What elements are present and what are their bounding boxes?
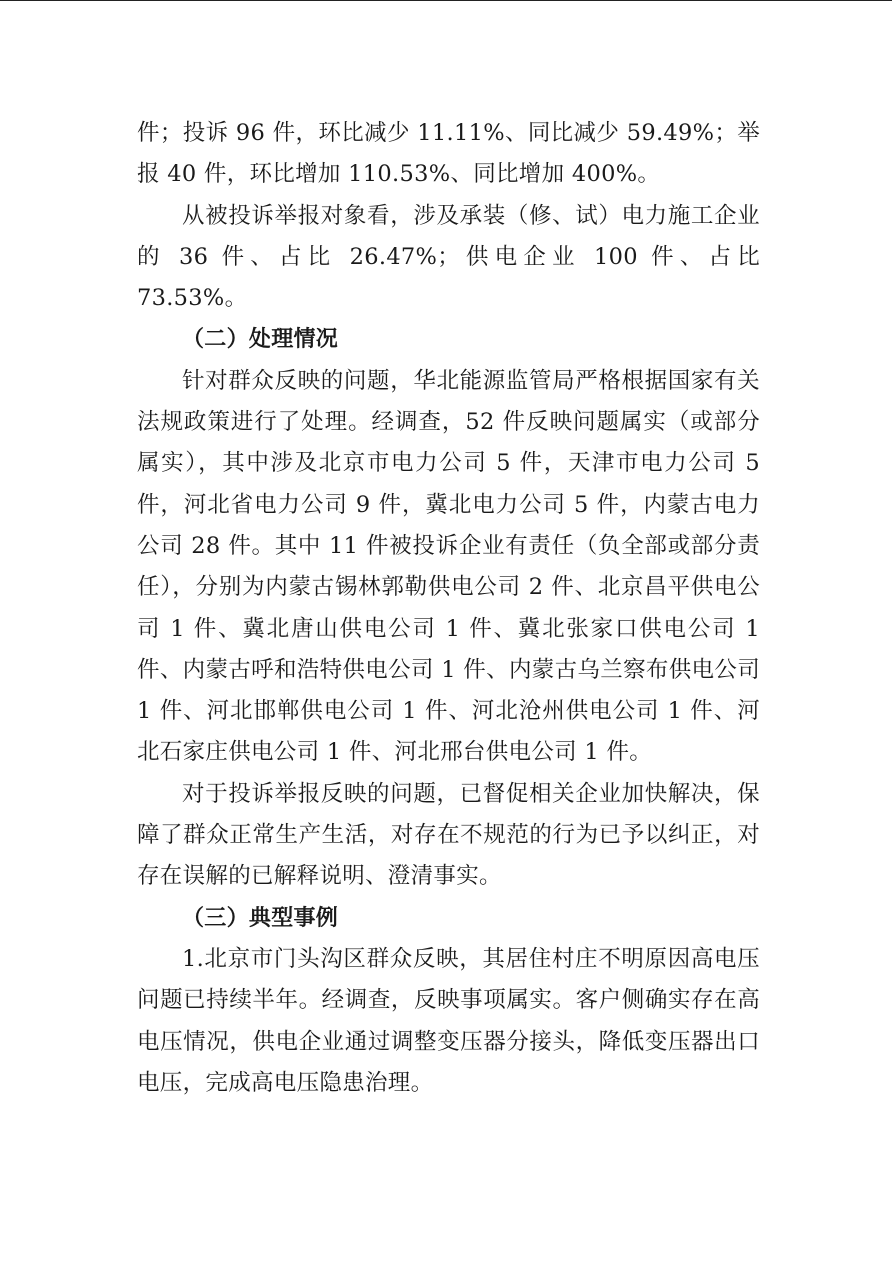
- paragraph-complaint-targets: 从被投诉举报对象看，涉及承装（修、试）电力施工企业的 36 件、占比 26.47%；供电企业 100 件、占比 73.53%。: [137, 202, 760, 312]
- paragraph-complaint-stats: 件；投诉 96 件，环比减少 11.11%、同比减少 59.49%；举报 40 件，环比增加 110.53%、同比增加 400%。: [137, 120, 760, 188]
- section-heading-typical-cases: （三）典型事例: [182, 905, 339, 931]
- paragraph-handling-details: 针对群众反映的问题，华北能源监管局严格根据国家有关法规政策进行了处理。经调查，52 件反映问题属实（或部分属实），其中涉及北京市电力公司 5 件，天津市电力公司 5 件，河北省电力公司 9 件，冀北电力公司 5 件，内蒙古电力公司 28 件。其中 11 件被投诉企业有责任（负全部或部分责任），分别为内蒙古锡林郭勒供电公司 2 件、北京昌平供电公司 1 件、冀北唐山供电公司 1 件、冀北张家口供电公司 1 件、内蒙古呼和浩特供电公司 1 件、内蒙古乌兰察布供电公司 1 件、河北邯郸供电公司 1 件、河北沧州供电公司 1 件、河北石家庄供电公司 1 件、河北邢台供电公司 1 件。: [137, 367, 760, 766]
- section-heading-handling: （二）处理情况: [182, 327, 339, 353]
- paragraph-case-1: 1.北京市门头沟区群众反映，其居住村庄不明原因高电压问题已持续半年。经调查，反映事项属实。客户侧确实存在高电压情况，供电企业通过调整变压器分接头，降低变压器出口电压，完成高电压隐患治理。: [137, 945, 760, 1096]
- document-body: [137, 113, 760, 1104]
- paragraph-resolution: 对于投诉举报反映的问题，已督促相关企业加快解决，保障了群众正常生产生活，对存在不规范的行为已予以纠正，对存在误解的已解释说明、澄清事实。: [137, 780, 760, 890]
